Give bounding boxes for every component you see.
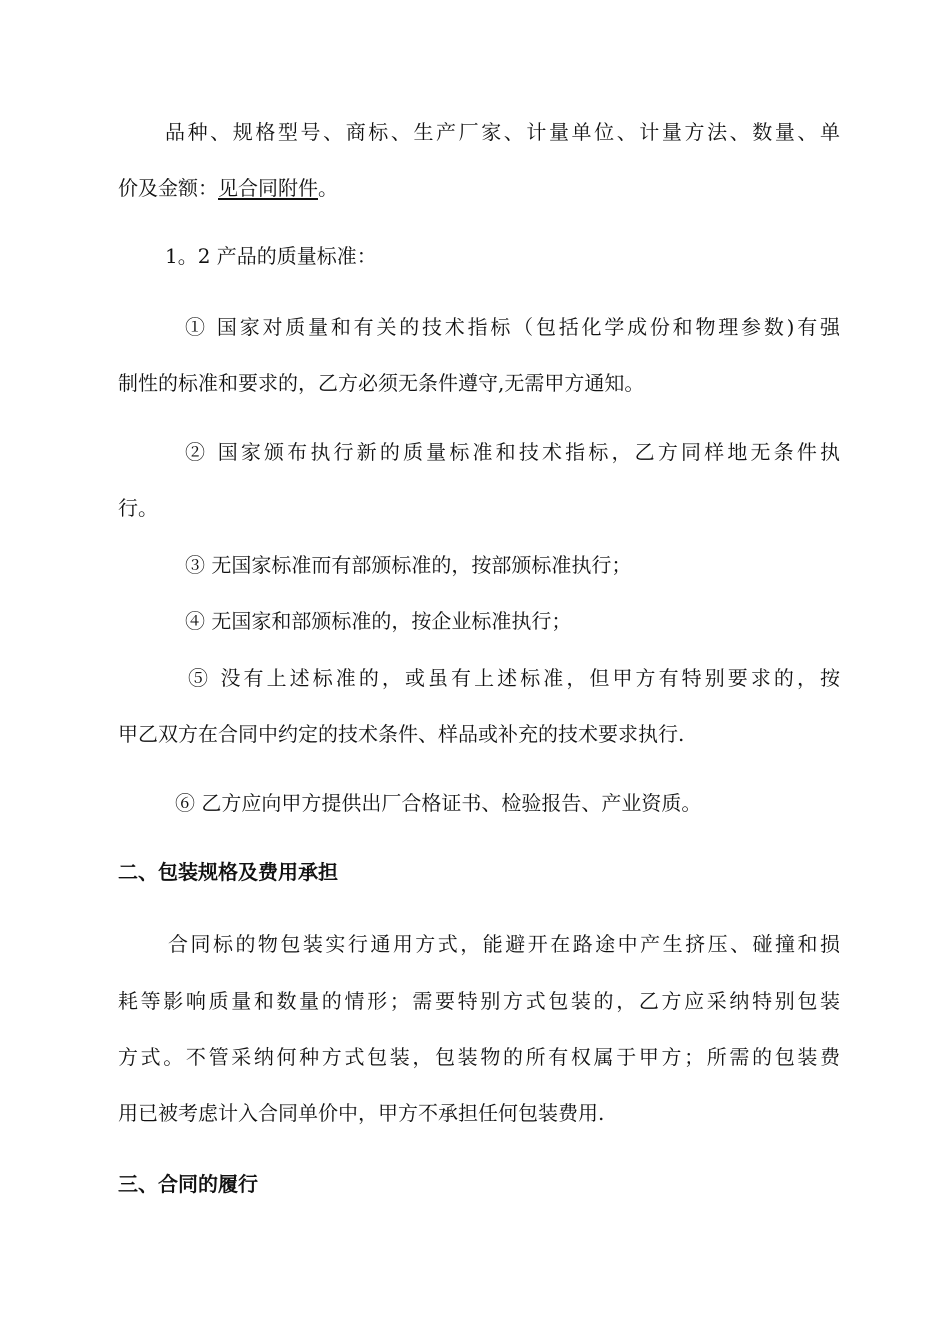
paragraph-line: 耗等影响质量和数量的情形；需要特别方式包装的，乙方应采纳特别包装 — [118, 989, 840, 1013]
list-item-line: ⑥ 乙方应向甲方提供出厂合格证书、检验报告、产业资质。 — [175, 791, 702, 815]
paragraph-line: 合同标的物包装实行通用方式，能避开在路途中产生挤压、碰撞和损 — [168, 932, 840, 956]
paragraph-text: 。 — [318, 176, 338, 200]
paragraph-line: 品种、规格型号、商标、生产厂家、计量单位、计量方法、数量、单 — [165, 120, 840, 144]
list-item-line: ② 国家颁布执行新的质量标准和技术指标，乙方同样地无条件执 — [185, 440, 840, 464]
attachment-reference: 见合同附件 — [218, 176, 318, 200]
list-item-line: ① 国家对质量和有关的技术指标（包括化学成份和物理参数)有强 — [185, 315, 840, 339]
paragraph-line — [118, 174, 840, 202]
paragraph-line: 用已被考虑计入合同单价中，甲方不承担任何包装费用. — [118, 1101, 605, 1125]
list-item-line: ⑤ 没有上述标准的，或虽有上述标准，但甲方有特别要求的，按 — [188, 666, 840, 690]
list-item-line: 制性的标准和要求的，乙方必须无条件遵守,无需甲方通知。 — [118, 371, 645, 395]
list-item-line: 行。 — [118, 496, 158, 520]
list-item-line: ③ 无国家标准而有部颁标准的，按部颁标准执行； — [185, 553, 632, 577]
list-item-line: ④ 无国家和部颁标准的，按企业标准执行； — [185, 609, 572, 633]
section-subtitle: 1。2 产品的质量标准： — [165, 244, 377, 268]
section-heading: 三、合同的履行 — [118, 1172, 258, 1196]
list-item-line: 甲乙双方在合同中约定的技术条件、样品或补充的技术要求执行. — [118, 722, 685, 746]
paragraph-text: 价及金额： — [118, 176, 218, 200]
section-heading: 二、包装规格及费用承担 — [118, 860, 338, 884]
paragraph-line: 方式。不管采纳何种方式包装，包装物的所有权属于甲方；所需的包装费 — [118, 1045, 840, 1069]
